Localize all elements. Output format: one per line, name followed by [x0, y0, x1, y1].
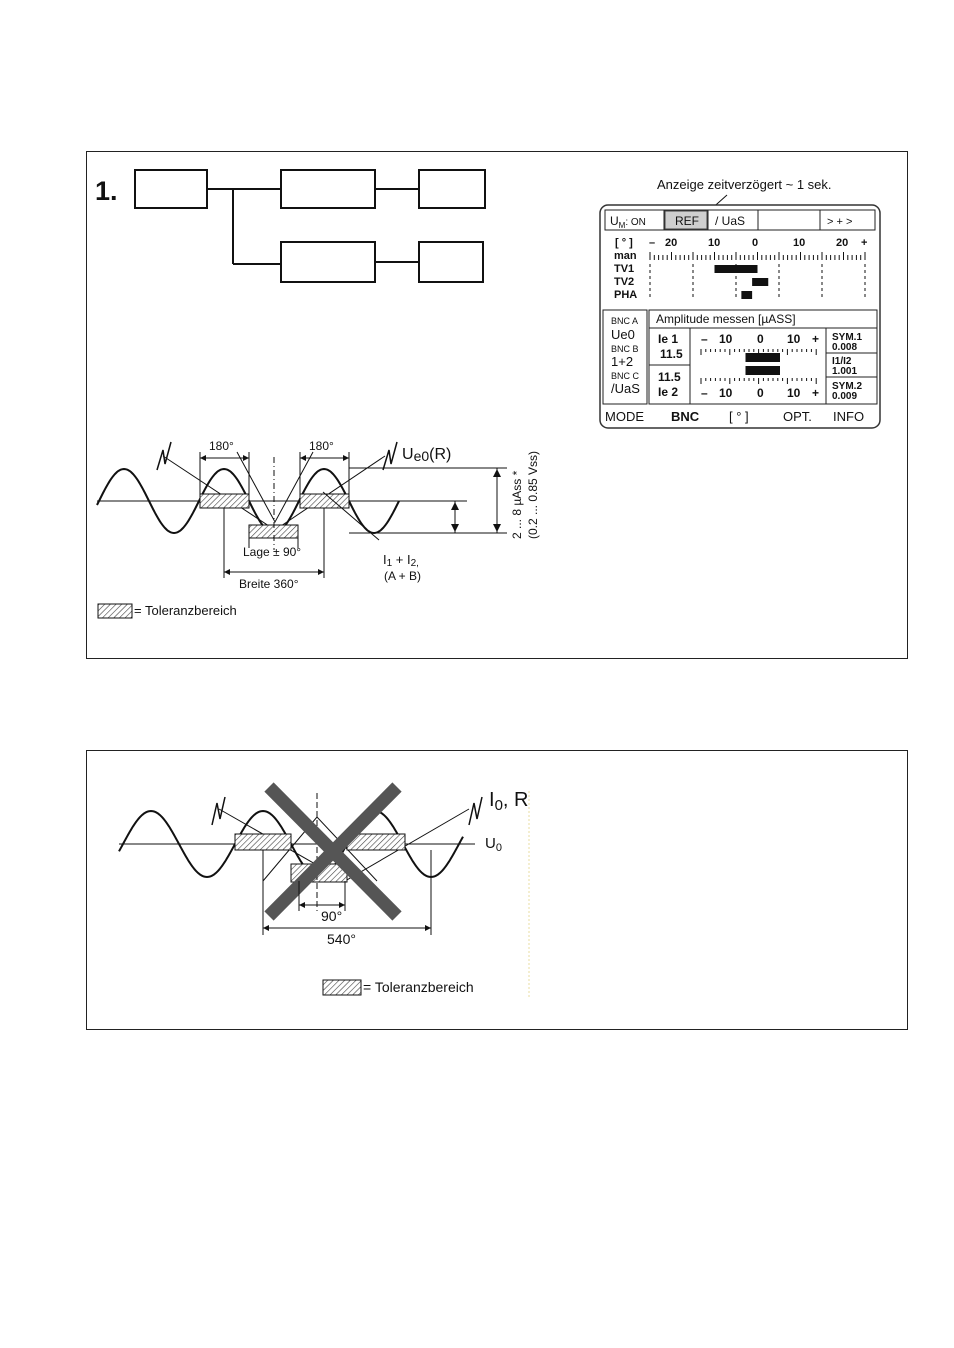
setup-panel: [86, 151, 908, 659]
amp-scale-bottom-n10: 10: [719, 386, 733, 400]
angle-right-label: 180°: [309, 439, 334, 453]
amp-scale-bottom-p10: 10: [787, 386, 801, 400]
sum-ab-label: (A + B): [384, 569, 422, 583]
amp-scale-top-minus: –: [701, 332, 708, 346]
block-upper-right: [419, 170, 485, 208]
legend-swatch: [323, 980, 361, 995]
amp-scale-top-plus: +: [812, 332, 820, 346]
lage-label: Lage ± 90°: [243, 545, 302, 559]
sym2-label: SYM.2: [832, 381, 863, 392]
bar-pha: [741, 291, 752, 299]
um-status: $U_M^{: ON}$: [610, 214, 646, 230]
display-unit: [600, 205, 880, 428]
amp-scale-bottom-0: 0: [757, 386, 764, 400]
ie1-value: 11.5: [660, 347, 683, 361]
amp-scale-top-p10: 10: [787, 332, 801, 346]
step-label: 1.: [95, 176, 118, 206]
amp-scale-top-n10: 10: [719, 332, 733, 346]
scale-label-n10: 10: [708, 237, 721, 249]
nav-arrows[interactable]: > + >: [827, 216, 853, 228]
deg-label: [ ° ]: [615, 237, 633, 249]
row-label-pha: PHA: [614, 289, 638, 301]
amp-bar-ie2: [746, 366, 781, 375]
block-lower-right: [419, 242, 483, 282]
menu-opt[interactable]: OPT.: [783, 409, 812, 424]
tolerance-box-left: [235, 834, 291, 850]
angle-90-label: 90°: [321, 908, 343, 924]
scale-label-plus: +: [861, 237, 868, 249]
ie2-value: 11.5: [658, 370, 681, 384]
amp-range-vss-label: (0.2 ... 0.85 Vss): [526, 450, 540, 539]
sym1-label: SYM.1: [832, 332, 863, 343]
angle-left-label: 180°: [209, 439, 234, 453]
i12-label: I1/I2: [832, 356, 852, 367]
uas-tab[interactable]: / UaS: [715, 214, 746, 228]
block-diagram: [135, 170, 485, 282]
row-label-man: man: [614, 250, 637, 262]
display-note: Anzeige zeitverzögert ~ 1 sek.: [657, 177, 832, 192]
svg-text:REF: REF: [675, 214, 699, 228]
amp-scale-bottom-minus: –: [701, 386, 708, 400]
setup-panel-graphic: [87, 152, 907, 658]
waveform-diagram: [97, 439, 540, 618]
legend-label: = Toleranzbereich: [134, 603, 237, 618]
bnc-a-label: BNC A: [611, 316, 639, 326]
block-source: [135, 170, 207, 208]
legend-label: = Toleranzbereich: [363, 979, 474, 995]
bnc-c-label: BNC C: [611, 371, 640, 381]
amp-range-label: 2 ... 8 µAss *: [510, 470, 524, 539]
block-upper-middle: [281, 170, 375, 208]
menu-info[interactable]: INFO: [833, 409, 865, 424]
incorrect-example-graphic: [87, 751, 907, 1029]
scale-label-minus: –: [649, 237, 656, 249]
menu-bnc[interactable]: BNC: [671, 409, 700, 424]
scale-label-p20: 20: [836, 237, 849, 249]
sym2-value: 0.009: [832, 391, 858, 402]
row-label-tv1: TV1: [614, 263, 635, 275]
angle-540-label: 540°: [327, 931, 356, 947]
tolerance-box-left: [200, 494, 249, 508]
bar-tv2: [752, 278, 768, 286]
ie2-label: Ie 2: [658, 385, 679, 399]
sum-label: I1 + I2,: [383, 552, 419, 569]
scale-label-0: 0: [752, 237, 759, 249]
amp-scale-bottom-plus: +: [812, 386, 820, 400]
amp-title: Amplitude messen [µASS]: [656, 312, 796, 326]
amp-scale-top-0: 0: [757, 332, 764, 346]
block-lower-middle: [281, 242, 375, 282]
menu-mode[interactable]: MODE: [605, 409, 644, 424]
i0r-label: $I_0$, R: [489, 789, 529, 814]
scale-label-n20: 20: [665, 237, 678, 249]
amp-bar-ie1: [746, 353, 781, 362]
incorrect-example-panel: [86, 750, 908, 1030]
sym1-value: 0.008: [832, 342, 858, 353]
ue0-label: Ue0(R): [402, 446, 452, 464]
i12-value: 1.001: [832, 366, 858, 377]
u0-label: $U_0$: [485, 835, 502, 854]
bnc-sum-label: 1+2: [611, 354, 634, 369]
bar-tv1: [715, 265, 758, 273]
menu-degree[interactable]: [ ° ]: [729, 409, 749, 424]
legend-swatch: [98, 604, 132, 618]
bnc-uas-label: /UaS: [611, 381, 640, 396]
breite-label: Breite 360°: [239, 577, 299, 591]
tolerance-box-right: [300, 494, 349, 508]
ref-button[interactable]: [665, 211, 707, 229]
bnc-ue0-label: Ue0: [611, 327, 635, 342]
scale-label-p10: 10: [793, 237, 806, 249]
row-label-tv2: TV2: [614, 276, 635, 288]
ie1-label: Ie 1: [658, 332, 679, 346]
bnc-b-label: BNC B: [611, 344, 639, 354]
